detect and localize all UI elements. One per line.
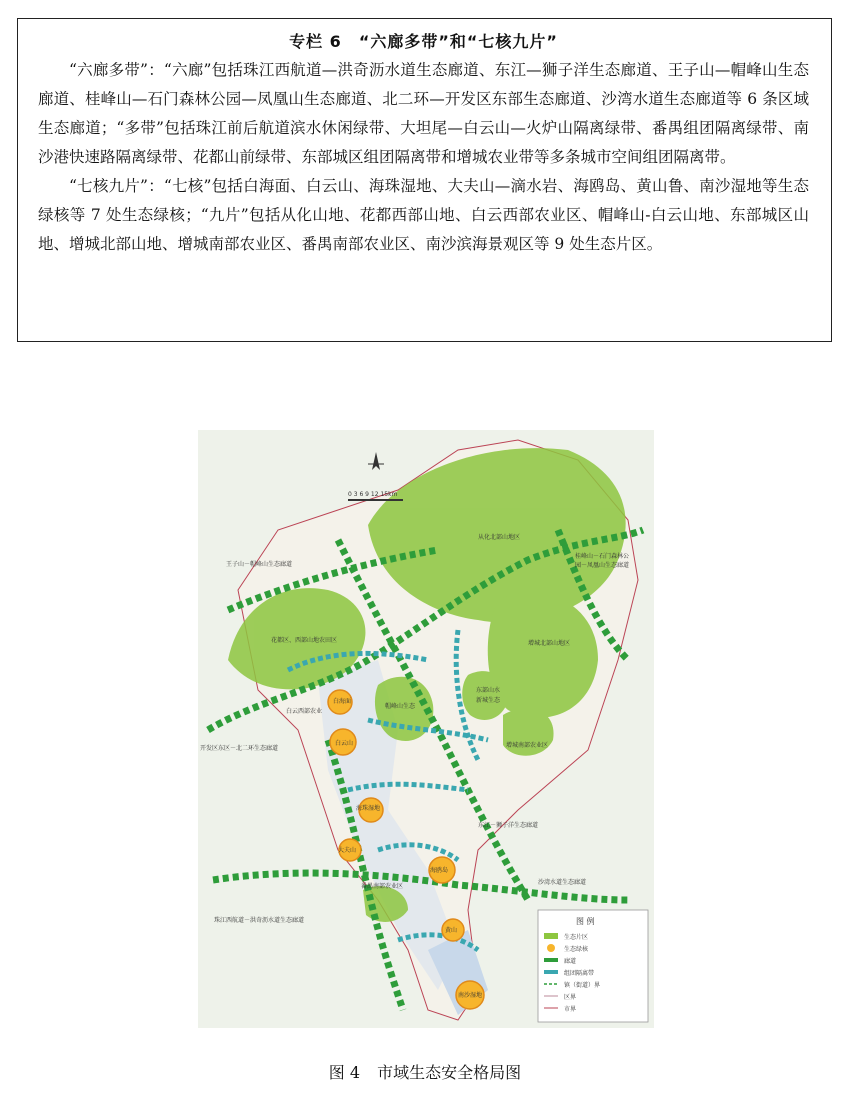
label-wangzi: 王子山－帽峰山生态廊道 <box>226 561 293 568</box>
caption-figure-number: 图 4 <box>328 1063 361 1082</box>
label-guifeng: 桂峰山－石门森林公 <box>575 553 630 560</box>
legend-item: 市界 <box>564 1006 577 1013</box>
label-zhujiang: 珠江西航道－洪奇沥水道生态廊道 <box>214 917 305 924</box>
sidebar-box <box>17 18 832 342</box>
label-huangshan: 黄山 <box>445 927 458 934</box>
label-shawan: 沙湾水道生态廊道 <box>538 879 587 886</box>
label-haizhu: 海珠湿地 <box>356 805 381 812</box>
label-zengcheng-n: 增城北部山地区 <box>528 640 571 647</box>
legend-item: 生态片区 <box>564 934 589 941</box>
label-conghua: 从化北部山地区 <box>478 534 521 541</box>
label-nansha: 南沙湿地 <box>458 992 483 999</box>
legend-item: 廊道 <box>564 958 577 965</box>
label-dafu: 大夫山 <box>338 847 357 854</box>
box-paragraph-1: “六廊多带”：“六廊”包括珠江西航道—洪奇沥水道生态廊道、东江—狮子洋生态廊道、王子山—帽峰山生态廊道、桂峰山—石门森林公园—凤凰山生态廊道、北二环—开发区东部生态廊道、沙湾水道生态廊道等 6 条区域生态廊道；“多带”包括珠江前后航道滨水休闲绿带、大坦尾—白云山—火炉山隔离绿带、番禺组团隔离绿带、南沙港快速路隔离绿带、花都山前绿带、东部城区组团隔离带和增城农业带等多条城市空间组团隔离带。 <box>38 61 809 166</box>
label-panyu: 番禺南部农业区 <box>361 883 404 890</box>
legend-title: 图 例 <box>576 917 595 926</box>
box-paragraph-2: “七核九片”：“七核”包括白海面、白云山、海珠湿地、大夫山—滴水岩、海鸥岛、黄山鲁、南沙湿地等生态绿核等 7 处生态绿核；“九片”包括从化山地、花都西部山地、白云西部农业区、帽峰山-白云山地、东部城区山地、增城北部山地、增城南部农业区、番禺南部农业区、南沙滨海景观区等 9 处生态片区。 <box>38 177 809 253</box>
label-baiyun-w: 白云西部农业 <box>286 708 323 715</box>
legend-item: 镇（街道）界 <box>564 982 601 989</box>
label-haiou: 海鸥岛 <box>430 867 449 874</box>
label-guifeng-2: 园－凤凰山生态廊道 <box>575 562 630 569</box>
label-dongbu-2: 新城生态 <box>476 697 501 704</box>
ecological-map <box>198 430 654 1028</box>
legend <box>538 910 648 1022</box>
legend-item: 生态绿核 <box>564 946 589 953</box>
legend-item: 组团隔离带 <box>564 970 595 977</box>
scale-label: 0 3 6 9 12 15km <box>348 491 398 498</box>
label-dongjiang: 东江－狮子洋生态廊道 <box>478 822 539 829</box>
label-baihai: 白海面 <box>333 698 352 705</box>
label-zengcheng-s: 增城南部农业区 <box>506 742 549 749</box>
legend-item: 区界 <box>564 994 577 1001</box>
label-maofeng: 帽峰山生态 <box>385 703 416 710</box>
label-baiyunshan: 白云山 <box>335 740 354 747</box>
label-huadu: 花都区、西部山地农田区 <box>271 637 338 644</box>
caption-title: 市域生态安全格局图 <box>377 1063 522 1082</box>
label-kaifaqu: 开发区东区－北二环生态廊道 <box>200 745 279 752</box>
figure-caption <box>0 1060 850 1083</box>
label-dongbu: 东部山水 <box>476 687 501 694</box>
box-title: 专栏 6 “六廊多带”和“七核九片” <box>289 32 558 51</box>
